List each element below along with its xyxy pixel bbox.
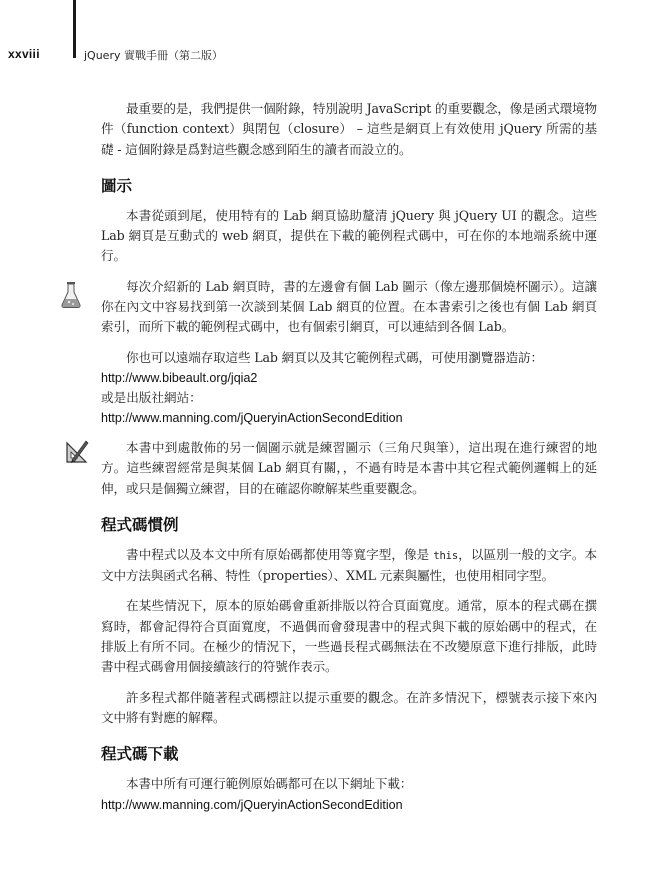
download-paragraph: 本書中所有可運行範例原始碼都可在以下網址下載： bbox=[126, 776, 413, 792]
running-header-title: jQuery 實戰手冊（第二版） bbox=[84, 49, 223, 62]
download-url-link[interactable]: http://www.manning.com/jQueryinActionSecondEdition bbox=[101, 797, 403, 812]
intro-paragraph: 最重要的是，我們提供一個附錄，特別說明 JavaScript 的重要觀念，像是函式環境物件（function context）與閉包（closure） – 這些是網頁上有效使用 jQuery 所需的基礎 - 這個附錄是爲對這些觀念感到陌生的讀者而設立的。 bbox=[101, 101, 597, 157]
publisher-site-label: 或是出版社網站： bbox=[101, 389, 202, 405]
page-content bbox=[101, 99, 597, 815]
icons-paragraph-1: 本書從頭到尾，使用特有的 Lab 網頁協助釐清 jQuery 與 jQuery UI 的觀念。這些 Lab 網頁是互動式的 web 網頁，提供在下載的範例程式碼中，可在你的本地端系統中運行。 bbox=[101, 207, 597, 264]
icons-paragraph-2: 每次介紹新的 Lab 網頁時，書的左邊會有個 Lab 圖示（像左邊那個燒杯圖示）。這讓你在內文中容易找到第一次談到某個 Lab 網頁的位置。在本書索引之後也有個 Lab 網頁索引，而所下載的範例程式碼中，也有個索引網頁，可以連結到各個 Lab。 bbox=[101, 278, 597, 335]
section-heading-icons: 圖示 bbox=[101, 176, 133, 195]
header-rule bbox=[73, 0, 76, 58]
icons-paragraph-4: 本書中到處散佈的另一個圖示就是練習圖示（三角尺與筆），這出現在進行練習的地方。這些練習經常是與某個 Lab 網頁有關，，不過有時是本書中其它程式範例邏輯上的延伸，或只是個獨立練習，目的在確認你瞭解某些重要觀念。 bbox=[101, 439, 597, 496]
lab-url-link[interactable]: http://www.bibeault.org/jqia2 bbox=[101, 370, 258, 385]
publisher-url-link[interactable]: http://www.manning.com/jQueryinActionSecondEdition bbox=[101, 410, 403, 425]
inline-code-this: this bbox=[433, 549, 458, 562]
conventions-text-before-code: 書中程式以及本文中所有原始碼都使用等寬字型，像是 bbox=[126, 546, 434, 562]
conventions-paragraph-2: 在某些情況下，原本的原始碼會重新排版以符合頁面寬度。通常，原本的程式碼在撰寫時，都會記得符合頁面寬度，不過偶而會發現書中的程式與下載的原始碼中的程式，在排版上有所不同。在極少的情況下，一些過長程式碼無法在不改變原意下進行排版，此時書中程式碼會用個接續該行的符號作表示。 bbox=[101, 598, 597, 675]
lab-beaker-icon bbox=[60, 281, 82, 309]
icons-paragraph-3: 你也可以遠端存取這些 Lab 網頁以及其它範例程式碼，可使用瀏覽器造訪： bbox=[126, 349, 543, 365]
section-heading-conventions: 程式碼慣例 bbox=[101, 515, 179, 534]
section-heading-download: 程式碼下載 bbox=[101, 745, 179, 764]
conventions-paragraph-3: 許多程式都伴隨著程式碼標註以提示重要的觀念。在許多情況下，標號表示接下來內文中將有對應的解釋。 bbox=[101, 689, 597, 725]
exercise-triangle-pen-icon bbox=[64, 438, 90, 464]
conventions-paragraph-1 bbox=[101, 545, 597, 587]
conventions-text-after-code: ，以區別一般的文字。本文中方法與函式名稱、特性（properties）、XML 元素與屬性，也使用相同字型。 bbox=[101, 546, 597, 584]
page-number: xxviii bbox=[8, 47, 40, 61]
